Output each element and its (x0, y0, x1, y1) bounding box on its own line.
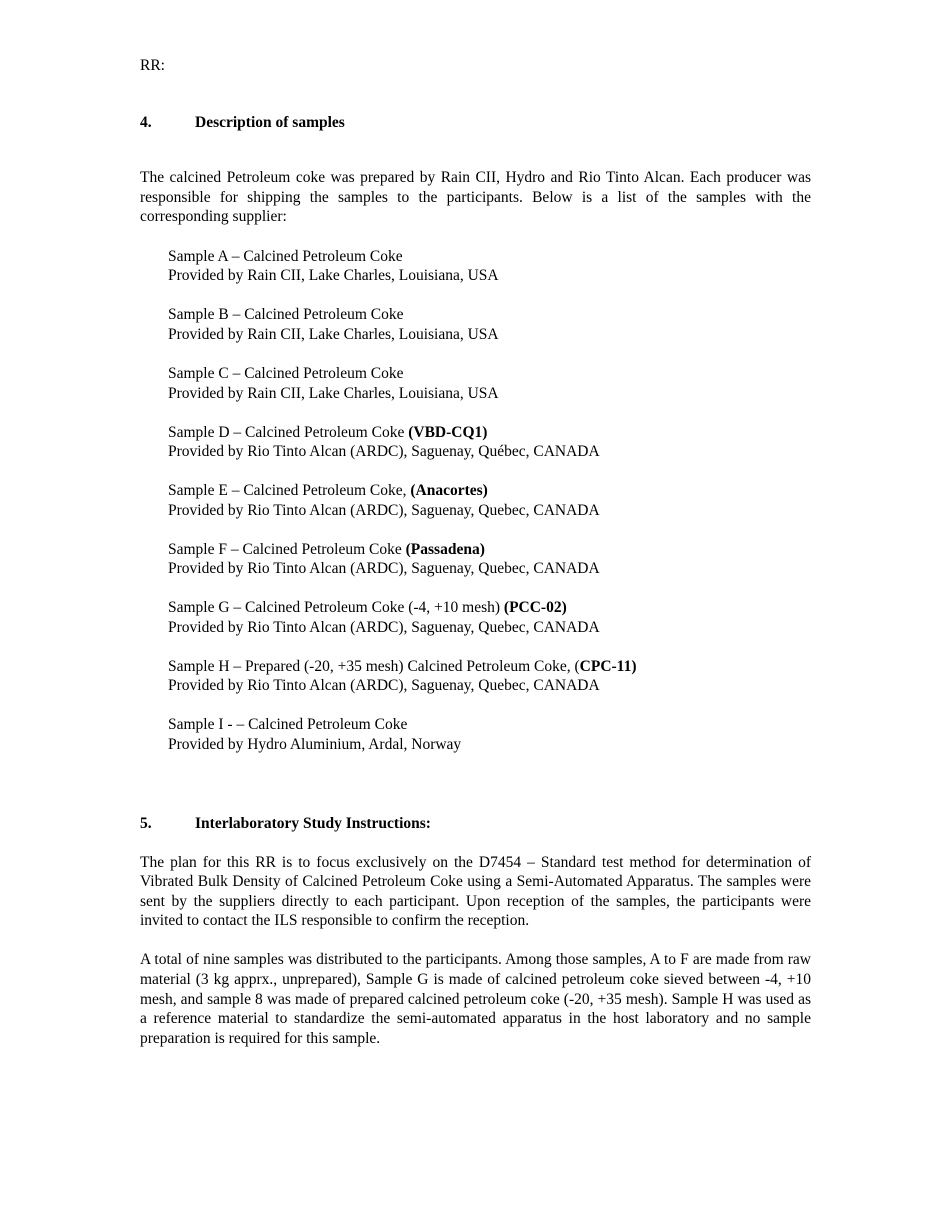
sample-list (140, 247, 811, 755)
sample-item-d (168, 423, 811, 462)
sample-item-h (168, 657, 811, 696)
sample-item-g (168, 598, 811, 637)
sample-provider: Provided by Rio Tinto Alcan (ARDC), Saguenay, Quebec, CANADA (168, 560, 600, 578)
sample-item-i (168, 715, 811, 754)
section-5-heading (140, 814, 811, 834)
sample-item-c (168, 364, 811, 403)
section-4-heading (140, 113, 811, 133)
sample-provider: Provided by Rio Tinto Alcan (ARDC), Saguenay, Quebec, CANADA (168, 501, 600, 519)
sample-title: Sample D – Calcined Petroleum Coke (VBD-CQ1) (168, 423, 488, 441)
sample-title: Sample E – Calcined Petroleum Coke, (Anacortes) (168, 482, 488, 500)
sample-item-f (168, 540, 811, 579)
section-5-title: Interlaboratory Study Instructions: (195, 814, 431, 832)
section-5-number: 5. (140, 814, 152, 832)
sample-item-b (168, 305, 811, 344)
section-4-intro: The calcined Petroleum coke was prepared by Rain CII, Hydro and Rio Tinto Alcan. Each producer was responsible for shipping the samples to the participants. Below is a list of the samples with the corresponding supplier: (140, 169, 811, 226)
section-4-number: 4. (140, 114, 152, 131)
sample-provider: Provided by Rain CII, Lake Charles, Louisiana, USA (168, 384, 499, 402)
sample-title: Sample A – Calcined Petroleum Coke (168, 247, 403, 265)
sample-provider: Provided by Rio Tinto Alcan (ARDC), Saguenay, Quebec, CANADA (168, 618, 600, 636)
sample-item-e (168, 481, 811, 520)
sample-provider: Provided by Rio Tinto Alcan (ARDC), Saguenay, Québec, CANADA (168, 443, 600, 461)
sample-item-a (168, 247, 811, 286)
sample-title: Sample H – Prepared (-20, +35 mesh) Calcined Petroleum Coke, (CPC-11) (168, 657, 637, 675)
header-label: RR: (140, 57, 165, 74)
section-5-paragraph-1: The plan for this RR is to focus exclusively on the D7454 – Standard test method for determination of Vibrated Bulk Density of Calcined Petroleum Coke using a Semi-Automated Apparatus. The samples were sent by the suppliers directly to each participant. Upon reception of the samples, the participants were invited to contact the ILS responsible to confirm the reception. (140, 853, 811, 930)
sample-title: Sample F – Calcined Petroleum Coke (Passadena) (168, 540, 485, 558)
sample-provider: Provided by Hydro Aluminium, Ardal, Norway (168, 736, 462, 753)
sample-title: Sample I - – Calcined Petroleum Coke (168, 716, 408, 734)
sample-provider: Provided by Rain CII, Lake Charles, Louisiana, USA (168, 325, 499, 343)
sample-title: Sample G – Calcined Petroleum Coke (-4, +10 mesh) (PCC-02) (168, 599, 567, 617)
document-page (140, 56, 811, 1048)
section-4-title: Description of samples (195, 114, 345, 131)
sample-title: Sample B – Calcined Petroleum Coke (168, 306, 404, 324)
section-5-paragraph-2: A total of nine samples was distributed to the participants. Among those samples, A to F are made from raw material (3 kg apprx., unprepared), Sample G is made of calcined petroleum coke sieved between -4, +10 mesh, and sample 8 was made of prepared calcined petroleum coke (-20, +35 mesh). Sample H was used as a reference material to standardize the semi-automated apparatus in the host laboratory and no sample preparation is required for this sample. (140, 951, 811, 1047)
sample-provider: Provided by Rio Tinto Alcan (ARDC), Saguenay, Quebec, CANADA (168, 677, 600, 695)
sample-title: Sample C – Calcined Petroleum Coke (168, 364, 404, 382)
sample-provider: Provided by Rain CII, Lake Charles, Louisiana, USA (168, 267, 499, 285)
